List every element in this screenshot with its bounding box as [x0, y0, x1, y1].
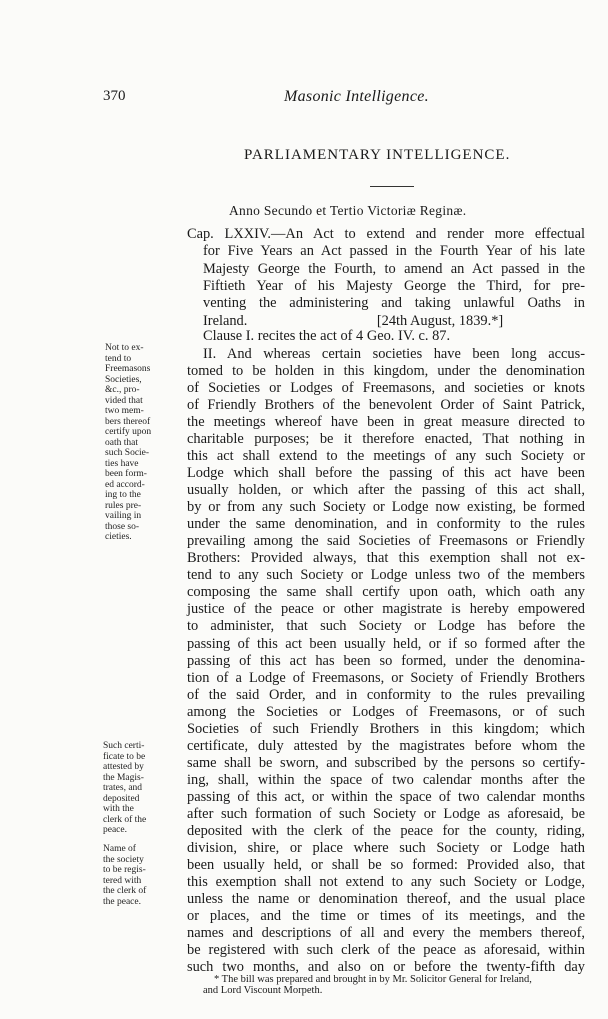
margin-note-line: peace. — [103, 825, 127, 835]
page-number: 370 — [103, 88, 126, 104]
body-line: of the said Order, and in conformity to the rules prevailing — [187, 687, 585, 703]
body-line: composing the same shall certify upon oath, which oath any — [187, 584, 585, 600]
body-line: passing of this act has been so formed, under the denomina- — [187, 653, 585, 669]
margin-note-line: those so- — [105, 522, 140, 532]
body-line: justice of the peace or other magistrate is hereby empowered — [187, 601, 585, 617]
body-line: the meetings whereof have been in great measure directed to — [187, 414, 585, 430]
margin-note-line: two mem- — [105, 406, 144, 416]
regnal-year-line: Anno Secundo et Tertio Victoriæ Reginæ. — [229, 203, 467, 218]
body-line: or places, and the time or times of its meetings, and the — [187, 908, 585, 924]
footnote-line: * The bill was prepared and brought in by Mr. Solicitor General for Ireland, — [214, 974, 532, 985]
margin-note-line: with the — [103, 804, 134, 814]
margin-note-line: the Magis- — [103, 773, 144, 783]
margin-note-line: attested by — [103, 762, 144, 772]
body-line: this act shall extend to the meetings of any such Society or — [187, 448, 585, 464]
clause-one-line: Clause I. recites the act of 4 Geo. IV. c. 87. — [203, 328, 451, 344]
margin-note-line: Such certi- — [103, 741, 145, 751]
section-title: PARLIAMENTARY INTELLIGENCE. — [244, 147, 511, 163]
caption-line: Majesty George the Fourth, to amend an Act passed in the — [203, 261, 585, 277]
margin-note-line: certify upon — [105, 427, 152, 437]
body-line: under the same denomination, and in conformity to the rules — [187, 516, 585, 532]
footnote-line: and Lord Viscount Morpeth. — [203, 985, 323, 996]
margin-note-line: oath that — [105, 438, 138, 448]
body-line: among the Societies or Lodges of Freemasons, or of such — [187, 704, 585, 720]
body-line: tion of a Lodge of Freemasons, or Society of Friendly Brothers — [187, 670, 585, 686]
body-line: division, shire, or place where such Society or Lodge hath — [187, 840, 585, 856]
margin-note-line: the clerk of — [103, 886, 147, 896]
margin-note-line: tend to — [105, 354, 132, 364]
margin-note-line: the society — [103, 855, 144, 865]
margin-note-line: to be regis- — [103, 865, 146, 875]
caption-line: venting the administering and taking unlawful Oaths in — [203, 295, 585, 311]
body-line: after such formation of such Society or Lodge as aforesaid, be — [187, 806, 585, 822]
margin-note-line: ed accord- — [105, 480, 145, 490]
margin-note-line: vailing in — [105, 511, 142, 521]
caption-line: for Five Years an Act passed in the Fourth Year of his late — [203, 243, 585, 259]
body-line: ing, shall, within the space of two calendar months after the — [187, 772, 585, 788]
margin-note-line: the peace. — [103, 897, 141, 907]
body-line: deposited with the clerk of the peace for the county, riding, — [187, 823, 585, 839]
margin-note-line: ficate to be — [103, 752, 146, 762]
body-line: of Friendly Brothers of the benevolent Order of Saint Patrick, — [187, 397, 585, 413]
margin-note-line: trates, and — [103, 783, 143, 793]
margin-note-line: Freemasons — [105, 364, 151, 374]
caption-line: Cap. LXXIV.—An Act to extend and render more effectual — [187, 226, 585, 242]
running-title: Masonic Intelligence. — [284, 88, 429, 105]
body-line: names and descriptions of all and every the members thereof, — [187, 925, 585, 941]
body-line: charitable purposes; be it therefore enacted, That nothing in — [187, 431, 585, 447]
body-line: of Societies or Lodges of Freemasons, and societies or knots — [187, 380, 585, 396]
body-line: passing of this act been usually held, or if so formed after the — [187, 636, 585, 652]
caption-line: Ireland. [24th August, 1839.*] — [203, 313, 504, 329]
title-rule — [370, 186, 414, 187]
margin-note-line: such Socie- — [105, 448, 150, 458]
body-line: Societies of such Friendly Brothers in this kingdom; which — [187, 721, 585, 737]
margin-note-line: &c., pro- — [105, 385, 140, 395]
body-line: same shall be sworn, and subscribed by the persons so certify- — [187, 755, 585, 771]
body-line: tend to any such Society or Lodge unless two of the members — [187, 567, 585, 583]
body-line: unless the name or denomination thereof, and the usual place — [187, 891, 585, 907]
body-line: certificate, duly attested by the magistrates before whom the — [187, 738, 585, 754]
margin-note-line: vided that — [105, 396, 143, 406]
body-line: by or from any such Society or Lodge now existing, be formed — [187, 499, 585, 515]
body-line: Lodge which shall before the passing of this act have been — [187, 465, 585, 481]
margin-note-line: ties have — [105, 459, 139, 469]
margin-note-line: rules pre- — [105, 501, 142, 511]
body-line: this exemption shall not extend to any such Society or Lodge, — [187, 874, 585, 890]
margin-note-line: Societies, — [105, 375, 142, 385]
body-line: Brothers: Provided always, that this exemption shall not ex- — [187, 550, 585, 566]
margin-note-line: ing to the — [105, 490, 141, 500]
margin-note-line: Not to ex- — [105, 343, 144, 353]
caption-line: Fiftieth Year of his Majesty George the Third, for pre- — [203, 278, 585, 294]
body-line: been usually held, or shall be so formed: Provided also, that — [187, 857, 585, 873]
margin-note-line: been form- — [105, 469, 147, 479]
body-line: II. And whereas certain societies have been long accus- — [203, 346, 585, 362]
body-line: passing of this act, or within the space of two calendar months — [187, 789, 585, 805]
margin-note-line: clerk of the — [103, 815, 147, 825]
margin-note-line: deposited — [103, 794, 140, 804]
margin-note-line: cieties. — [105, 532, 132, 542]
margin-note-line: tered with — [103, 876, 142, 886]
body-line: usually holden, or which after the passing of this act shall, — [187, 482, 585, 498]
margin-note-line: Name of — [103, 844, 136, 854]
body-line: tomed to be holden in this kingdom, under the denomination — [187, 363, 585, 379]
body-line: prevailing among the said Societies of Freemasons or Friendly — [187, 533, 585, 549]
body-line: to administer, that such Society or Lodge has before the — [187, 618, 585, 634]
margin-note-line: bers thereof — [105, 417, 151, 427]
body-line: such two months, and also on or before the twenty-fifth day — [187, 959, 585, 975]
body-line: be registered with such clerk of the peace as aforesaid, within — [187, 942, 585, 958]
